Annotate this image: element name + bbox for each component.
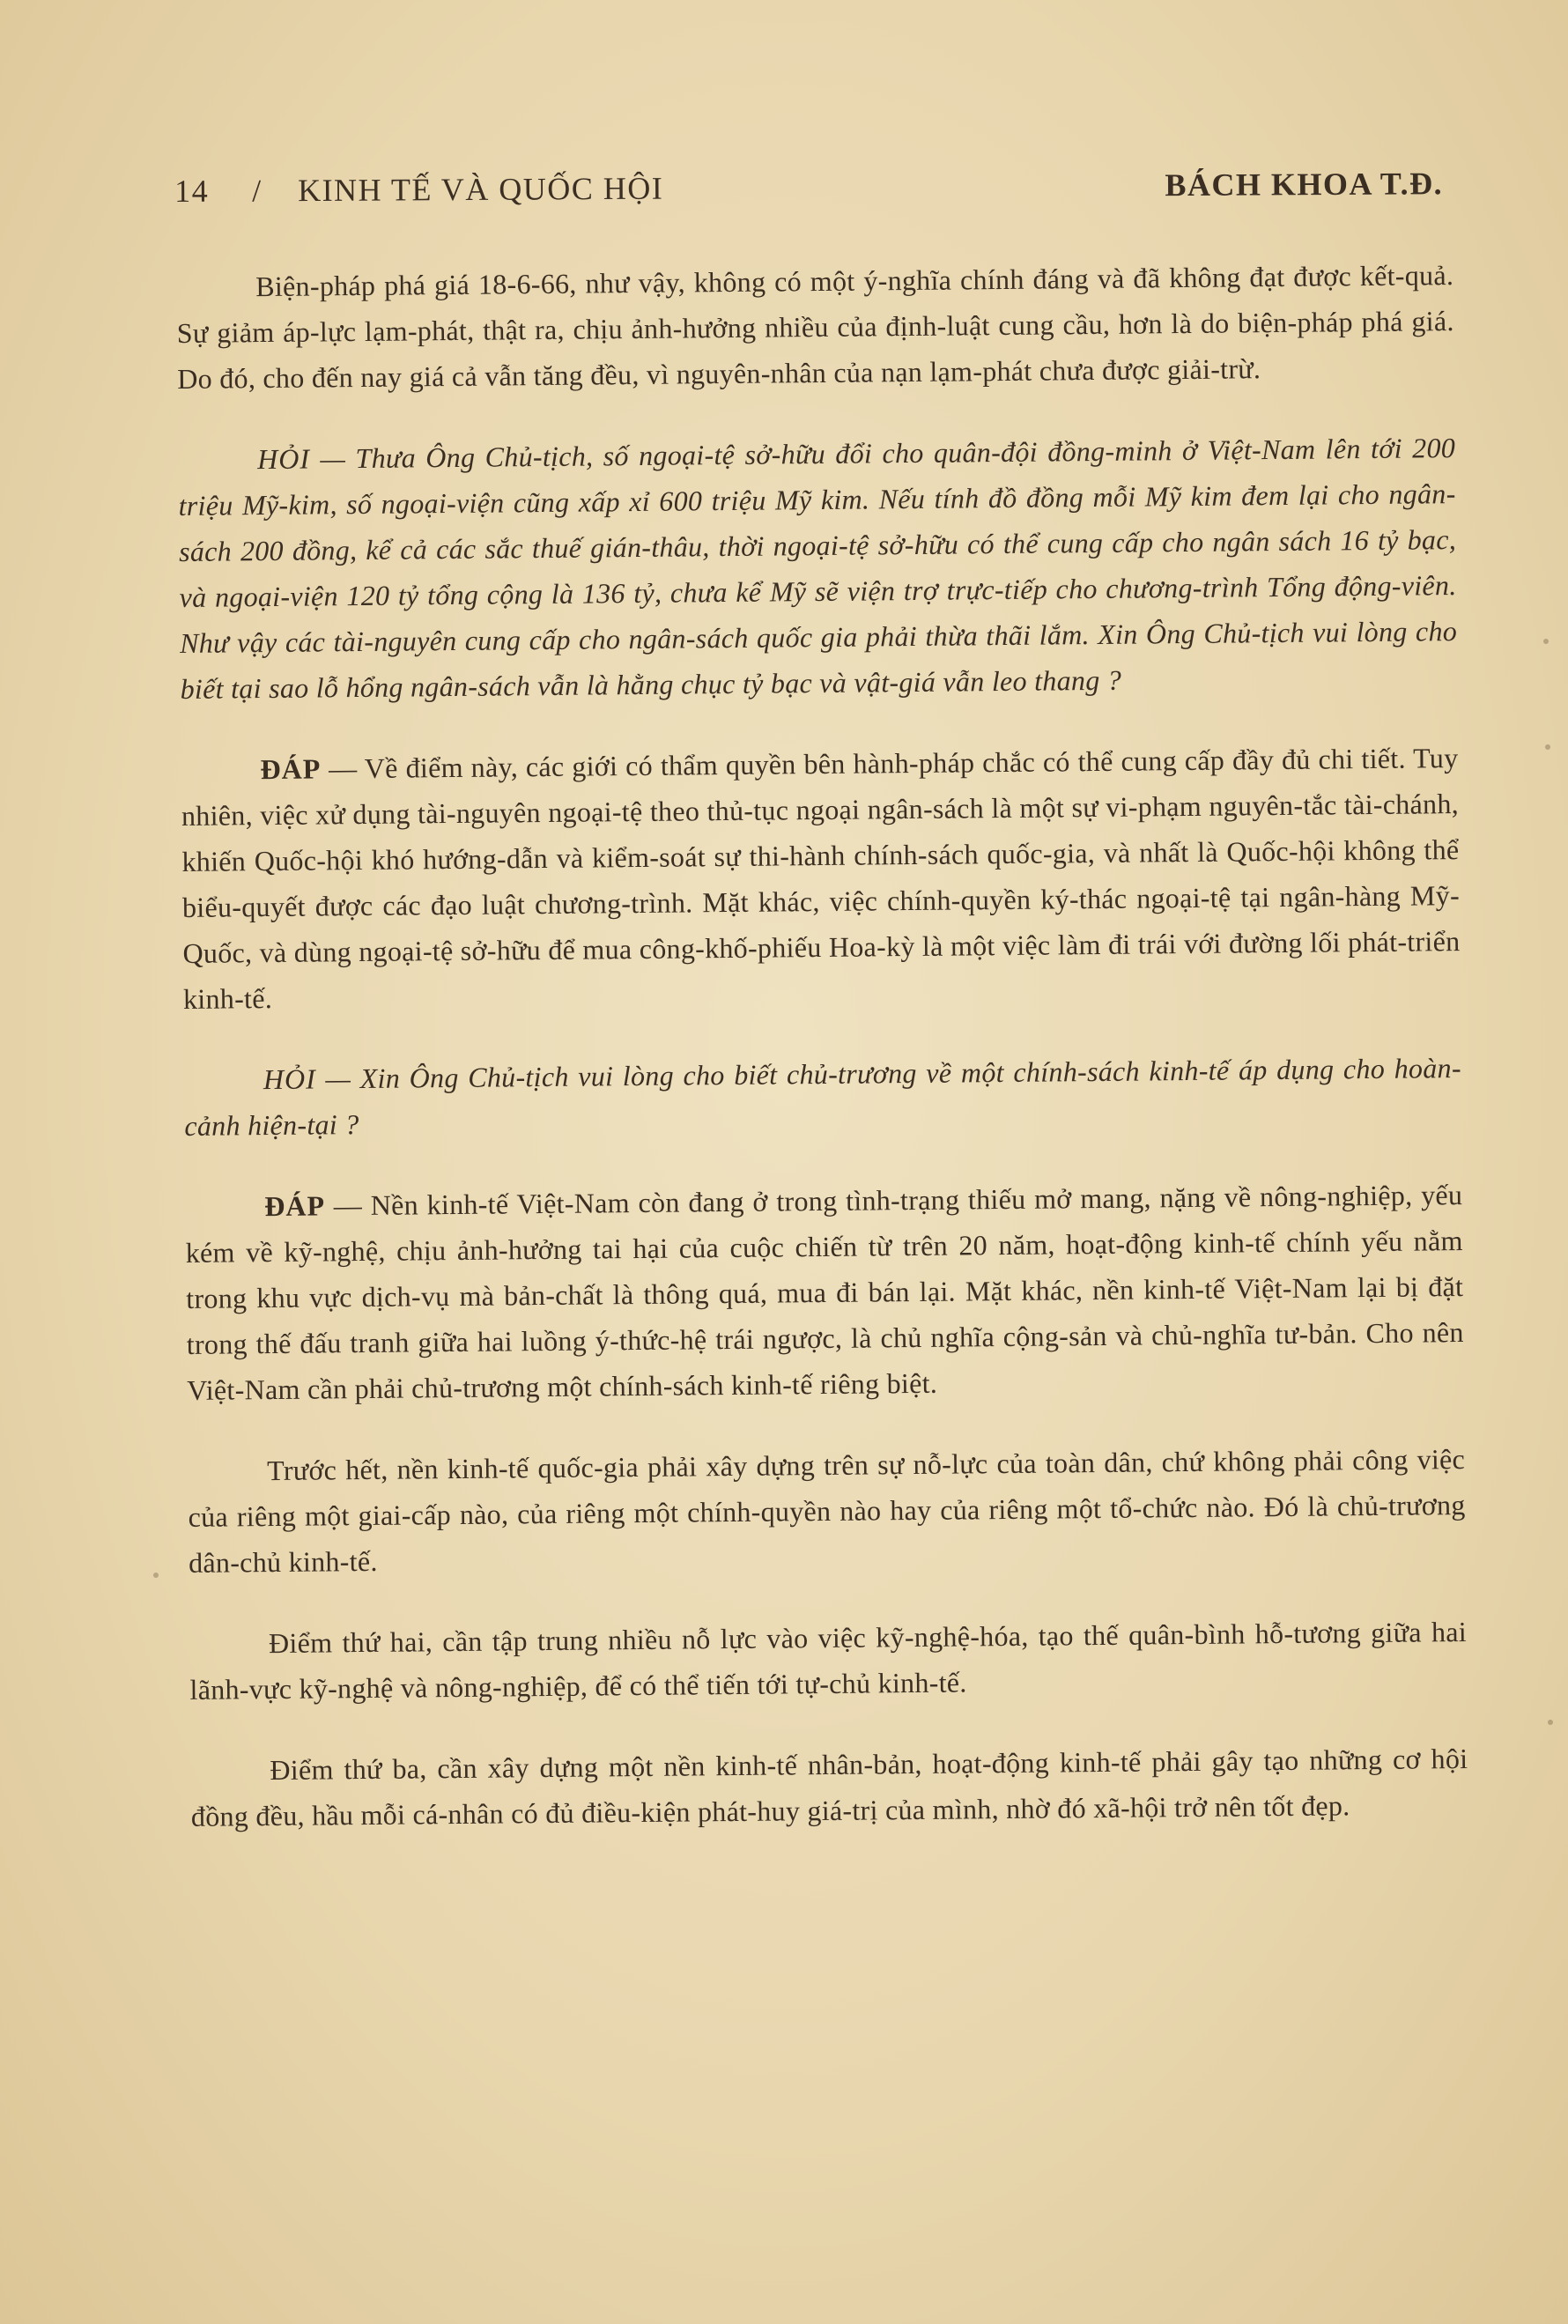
article-body xyxy=(176,252,1468,1875)
question-label: HỎI xyxy=(256,442,311,476)
paragraph-text: Trước hết, nền kinh-tế quốc-gia phải xây dựng trên sự nỗ-lực của toàn dân, chứ không phải công việc của riêng một giai-cấp nào, của riêng một chính-quyền nào hay của riêng một tổ-chức nào. Đó là chủ-trương dân-chủ kinh-tế. xyxy=(188,1443,1466,1579)
paragraph-second-point xyxy=(189,1609,1468,1713)
question-paragraph xyxy=(178,425,1458,712)
chapter-title: KINH TẾ VÀ QUỐC HỘI xyxy=(298,170,664,209)
publication-name: BÁCH KHOA T.Đ. xyxy=(1165,166,1444,204)
paper-speck xyxy=(1548,1720,1553,1725)
answer-text: — Về điểm này, các giới có thẩm quyền bên hành-pháp chắc có thể cung cấp đầy đủ chi tiết. Tuy nhiên, việc xử dụng tài-nguyên ngoại-tệ theo thủ-tục ngoại ngân-sách là một sự vi-phạm nguyên-tắc tài-chánh, khiến Quốc-hội khó hướng-dẫn và kiểm-soát sự thi-hành chính-sách quốc-gia, và nhất là Quốc-hội không thể biểu-quyết được các đạo luật chương-trình. Mặt khác, việc chính-quyền ký-thác ngoại-tệ tại ngân-hàng Mỹ-Quốc, và dùng ngoại-tệ sở-hữu để mua công-khố-phiếu Hoa-kỳ là một việc làm đi trái với đường lối phát-triển kinh-tế. xyxy=(181,742,1461,1015)
paper-speck xyxy=(1543,639,1549,644)
question-paragraph xyxy=(184,1045,1462,1149)
answer-paragraph xyxy=(185,1172,1464,1413)
question-label: HỎI xyxy=(263,1062,316,1096)
paragraph-intro xyxy=(176,252,1454,402)
paragraph-third-point xyxy=(190,1736,1468,1839)
paper-speck xyxy=(153,1573,159,1578)
paragraph-text: Điểm thứ hai, cần tập trung nhiều nỗ lực vào việc kỹ-nghệ-hóa, tạo thế quân-bình hỗ-tương giữa hai lãnh-vực kỹ-nghệ và nông-nghiệp, để có thể tiến tới tự-chủ kinh-tế. xyxy=(189,1616,1468,1706)
page-number: 14 xyxy=(174,173,210,209)
paragraph-text: Biện-pháp phá giá 18-6-66, như vậy, không có một ý-nghĩa chính đáng và đã không đạt được kết-quả. Sự giảm áp-lực lạm-phát, thật ra, chịu ảnh-hưởng nhiều của định-luật cung cầu, hơn là do biện-pháp phá giá. Do đó, cho đến nay giá cả vẫn tăng đều, vì nguyên-nhân của nạn lạm-phát chưa được giải-trừ. xyxy=(176,259,1454,395)
answer-paragraph xyxy=(181,735,1461,1022)
answer-text: — Nền kinh-tế Việt-Nam còn đang ở trong tình-trạng thiếu mở mang, nặng về nông-nghiệp, yếu kém về kỹ-nghệ, chịu ảnh-hưởng tai hại của cuộc chiến từ trên 20 năm, hoạt-động kinh-tế chính yếu nằm trong khu vực dịch-vụ mà bản-chất là thông quá, mua đi bán lại. Mặt khác, nền kinh-tế Việt-Nam lại bị đặt trong thế đấu tranh giữa hai luồng ý-thức-hệ trái ngược, là chủ nghĩa cộng-sản và chủ-nghĩa tư-bản. Cho nên Việt-Nam cần phải chủ-trương một chính-sách kinh-tế riêng biệt. xyxy=(185,1179,1464,1406)
page-header xyxy=(174,165,1443,222)
answer-label: ĐÁP xyxy=(260,752,322,786)
question-text: — Xin Ông Chủ-tịch vui lòng cho biết chủ-trương về một chính-sách kinh-tế áp dụng cho hoàn-cảnh hiện-tại ? xyxy=(184,1052,1461,1142)
header-separator: / xyxy=(252,173,263,209)
answer-label: ĐÁP xyxy=(264,1189,326,1223)
paragraph-text: Điểm thứ ba, cần xây dựng một nền kinh-tế nhân-bản, hoạt-động kinh-tế phải gây tạo những cơ hội đồng đều, hầu mỗi cá-nhân có đủ điều-kiện phát-huy giá-trị của mình, nhờ đó xã-hội trở nên tốt đẹp. xyxy=(190,1743,1468,1832)
question-text: — Thưa Ông Chủ-tịch, số ngoại-tệ sở-hữu đổi cho quân-đội đồng-minh ở Việt-Nam lên tới 200 triệu Mỹ-kim, số ngoại-viện cũng xấp xỉ 600 triệu Mỹ kim. Nếu tính đồ đồng mỗi Mỹ kim đem lại cho ngân-sách 200 đồng, kể cả các sắc thuế gián-thâu, thời ngoại-tệ sở-hữu có thể cung cấp cho ngân sách 16 tỷ bạc, và ngoại-viện 120 tỷ tổng cộng là 136 tỷ, chưa kể Mỹ sẽ viện trợ trực-tiếp cho chương-trình Tổng động-viên. Như vậy các tài-nguyên cung cấp cho ngân-sách quốc gia phải thừa thãi lắm. Xin Ông Chủ-tịch vui lòng cho biết tại sao lỗ hổng ngân-sách vẫn là hằng chục tỷ bạc và vật-giá vẫn leo thang ? xyxy=(178,432,1458,705)
paragraph-first-point xyxy=(188,1436,1466,1586)
paper-speck xyxy=(1545,744,1550,750)
